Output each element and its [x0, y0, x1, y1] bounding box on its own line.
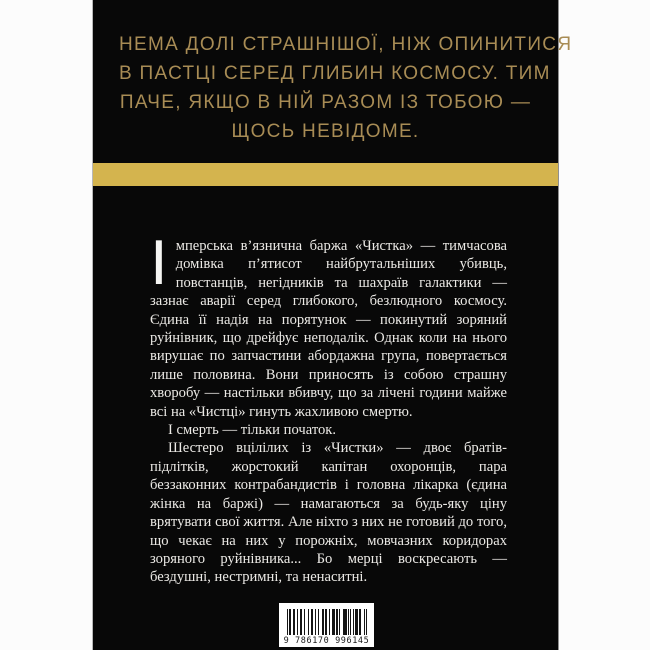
dropcap-letter: І: [150, 229, 168, 299]
tagline-line: НЕМА ДОЛІ СТРАШНІШОЇ, НІЖ ОПИНИТИСЯ: [119, 34, 573, 55]
synopsis-paragraph-3: Шестеро вцілілих із «Чистки» — двоє братів-підлітків, жорстокий капітан охоронців, пара беззаконних контрабандистів і головна лікарка (єдина жінка на баржі) — намагаються за будь-яку ціну врятувати свої життя. Але ніхто з них не готовий до того, що чекає на них у порожніх, мовчазних коридорах зоряного руйнівника... Бо мерці воскресають — бездушні, нестримні, та ненаситні.: [150, 440, 507, 586]
barcode: [279, 603, 374, 647]
tagline-line: ПАЧЕ, ЯКЩО В НІЙ РАЗОМ ІЗ ТОБОЮ —: [119, 92, 532, 113]
tagline-line: В ПАСТЦІ СЕРЕД ГЛИБИН КОСМОСУ. ТИМ: [119, 63, 551, 84]
tagline-line: ЩОСЬ НЕВІДОМЕ.: [231, 121, 420, 142]
barcode-bars: [287, 609, 367, 635]
synopsis-text: [150, 229, 507, 587]
synopsis-paragraph-1: [150, 229, 507, 421]
synopsis-paragraph-2: І смерть — тільки початок.: [168, 422, 337, 439]
synopsis-paragraph-1-text: мперська в’язнична баржа «Чистка» — тимчасова домівка п’ятисот найбрутальніших убивць, повстанців, негідників та шахраїв галактики — зазнає аварії серед глибокого, безлюдного космосу. Єдина її надія на порятунок — покинутий зоряний руйнівник, що дрейфує неподалік. Однак коли на нього вирушає по запчастини абордажна група, повертається лише половина. Вони приносять із собою страшну хворобу — настільки вбивчу, що за лічені години майже всі на «Чистці» гинуть жахливою смертю.: [150, 238, 507, 420]
barcode-number: 9 786170 996145: [283, 636, 370, 646]
gold-divider-band: [93, 163, 558, 186]
tagline-block: [119, 30, 573, 146]
book-back-cover: [92, 0, 573, 650]
